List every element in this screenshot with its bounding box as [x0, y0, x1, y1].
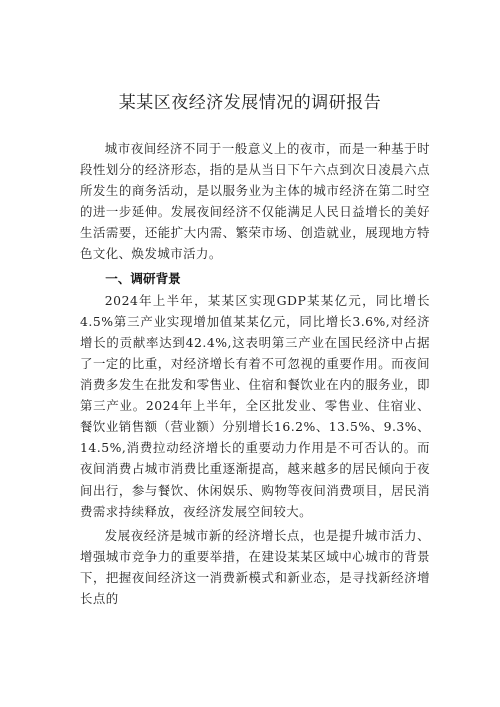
background-paragraph-2: 发展夜经济是城市新的经济增长点，也是提升城市活力、增强城市竞争力的重要举措，在建设某某区域中心城市的背景下，把握夜间经济这一消费新模式和新业态，是寻找新经济增长点的 [80, 527, 430, 606]
document-body [80, 138, 430, 609]
section-heading-research-background: 一、调研背景 [105, 270, 181, 286]
background-paragraph-1: 2024年上半年，某某区实现GDP某某亿元，同比增长4.5%第三产业实现增加值某某亿元，同比增长3.6%,对经济增长的贡献率达到42.4%,这表明第三产业在国民经济中占据了一定的比重，对经济增长有着不可忽视的重要作用。而夜间消费多发生在批发和零售业、住宿和餐饮业在内的服务业，即第三产业。2024年上半年，全区批发业、零售业、住宿业、餐饮业销售额（营业额）分别增长16.2%、13.5%、9.3%、14.5%,消费拉动经济增长的重要动力作用是不可否认的。而夜间消费占城市消费比重逐渐提高，越来越多的居民倾向于夜间出行，参与餐饮、休闲娱乐、购物等夜间消费项目，居民消费需求持续释放，夜经济发展空间较大。 [80, 292, 430, 519]
document-title: 某某区夜经济发展情况的调研报告 [118, 93, 382, 113]
intro-paragraph: 城市夜间经济不同于一般意义上的夜市，而是一种基于时段性划分的经济形态，指的是从当日下午六点到次日凌晨六点所发生的商务活动，是以服务业为主体的城市经济在第二时空的进一步延伸。发展夜间经济不仅能满足人民日益增长的美好生活需要，还能扩大内需、繁荣市场、创造就业，展现地方特色文化、焕发城市活力。 [80, 141, 430, 262]
